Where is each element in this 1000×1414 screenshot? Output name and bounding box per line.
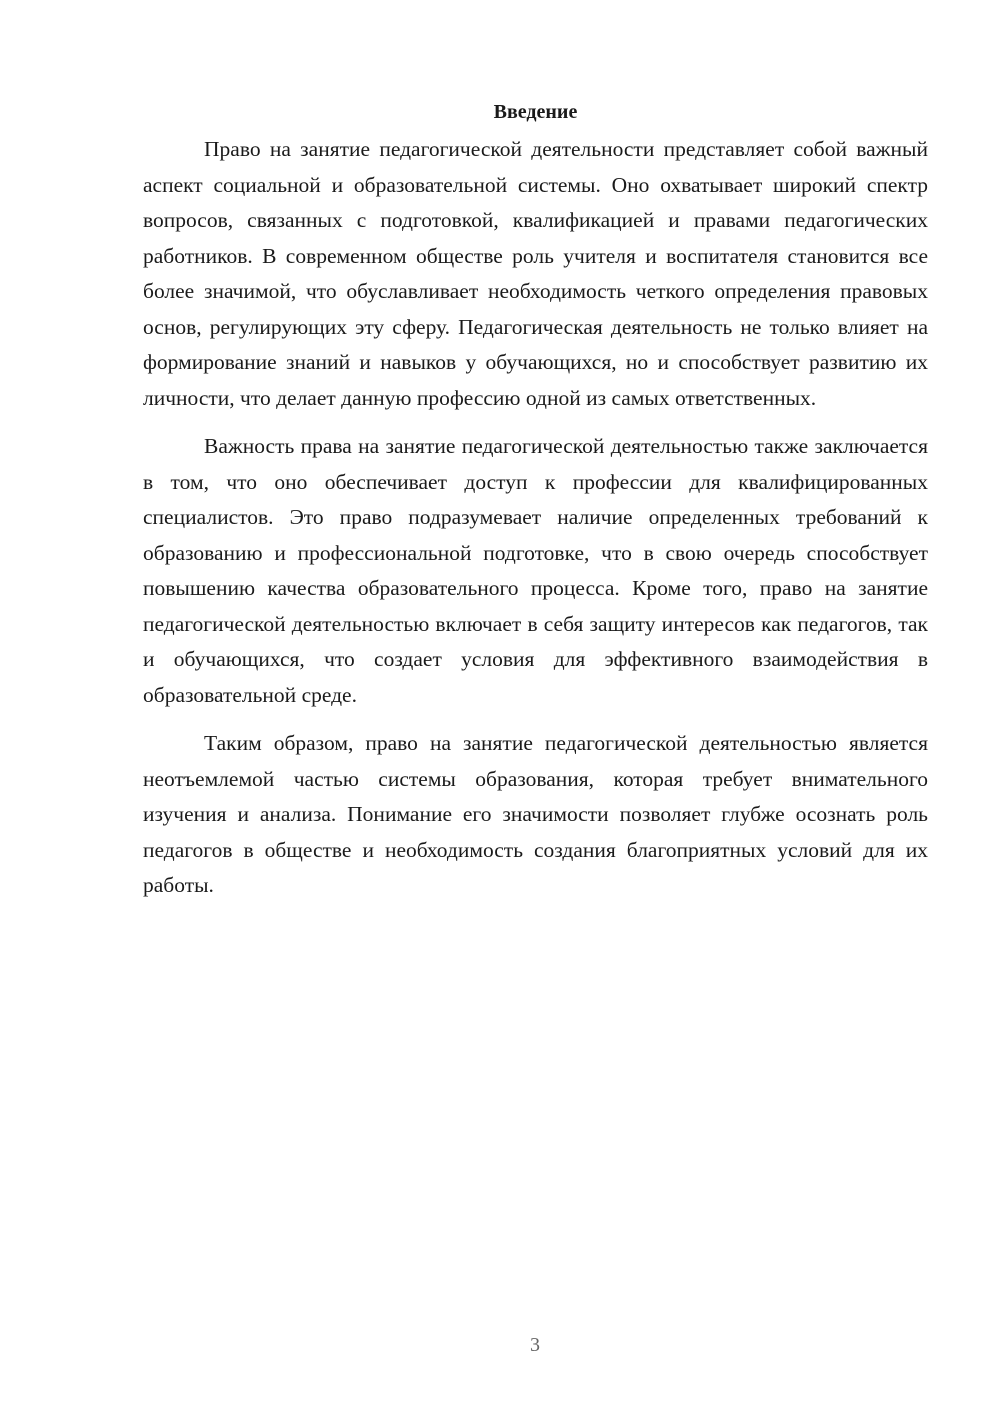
- page-number: 3: [530, 1334, 540, 1356]
- paragraph-3: Таким образом, право на занятие педагогической деятельностью является неотъемлемой частью системы образования, которая требует внимательного изучения и анализа. Понимание его значимости позволяет глубже осознать роль педагогов в обществе и необходимость создания благоприятных условий для их работы.: [143, 731, 928, 897]
- paragraph-2: Важность права на занятие педагогической деятельностью также заключается в том, что оно обеспечивает доступ к профессии для квалифицированных специалистов. Это право подразумевает наличие определенных требований к образованию и профессиональной подготовке, что в свою очередь способствует повышению качества образовательного процесса. Кроме того, право на занятие педагогической деятельностью включает в себя защиту интересов как педагогов, так и обучающихся, что создает условия для эффективного взаимодействия в образовательной среде.: [143, 434, 928, 707]
- paragraph-1: Право на занятие педагогической деятельности представляет собой важный аспект социальной и образовательной системы. Оно охватывает широкий спектр вопросов, связанных с подготовкой, квалификацией и правами педагогических работников. В современном обществе роль учителя и воспитателя становится все более значимой, что обуславливает необходимость четкого определения правовых основ, регулирующих эту сферу. Педагогическая деятельность не только влияет на формирование знаний и навыков у обучающихся, но и способствует развитию их личности, что делает данную профессию одной из самых ответственных.: [143, 137, 928, 410]
- page-content: [143, 98, 928, 917]
- section-title: Введение: [493, 101, 578, 123]
